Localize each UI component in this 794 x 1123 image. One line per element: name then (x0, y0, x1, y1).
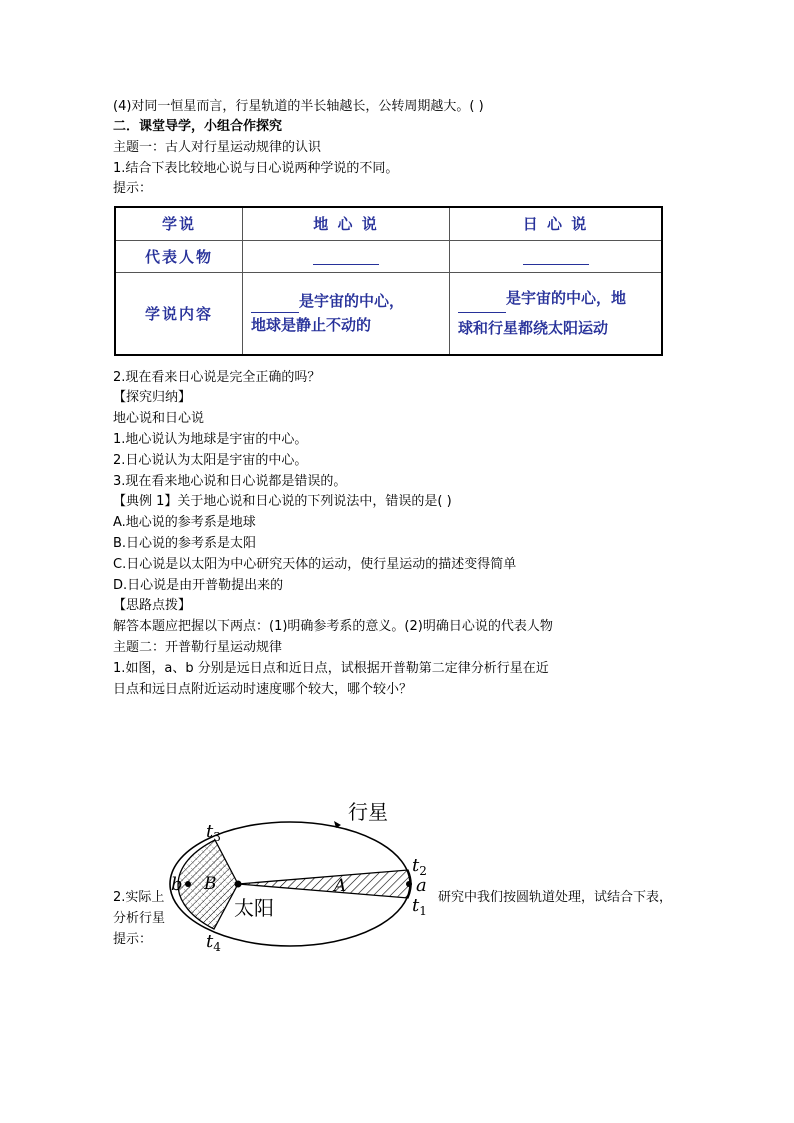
geo-representative-cell (243, 240, 450, 272)
label-area-b: B (204, 874, 217, 894)
table-row (115, 240, 662, 272)
planet-label: 行星 (348, 800, 388, 824)
label-t4: $t_4$ (206, 931, 221, 954)
summary-point: 1.地心说认为地球是宇宙的中心。 (113, 432, 308, 447)
question-2-text: 2.现在看来日心说是完全正确的吗？ (113, 370, 321, 385)
hint-label: 提示： (113, 181, 153, 196)
helio-content-text-a: 是宇宙的中心，地 (506, 289, 627, 308)
hint-heading: 【思路点拨】 (113, 598, 192, 613)
hint-text: 解答本题应把握以下两点：(1)明确参考系的意义。(2)明确日心说的代表人物 (113, 619, 553, 634)
table-header-row (115, 207, 662, 240)
geo-content-text-b: 地球是静止不动的 (251, 316, 372, 335)
topic-two-heading: 主题二：开普勒行星运动规律 (113, 640, 283, 655)
example-question: 【典例 1】关于地心说和日心说的下列说法中，错误的是( ) (113, 494, 452, 509)
question-4-line: (4)对同一恒星而言，行星轨道的半长轴越长，公转周期越大。( ) (113, 99, 484, 114)
row-label-content: 学说内容 (115, 272, 243, 355)
helio-representative-cell (450, 240, 663, 272)
geo-content-text-a: 是宇宙的中心， (299, 292, 405, 311)
summary-heading: 【探究归纳】 (113, 390, 192, 405)
kepler-orbit-diagram (168, 795, 434, 955)
label-area-a: A (334, 876, 347, 896)
hint-label-2: 提示： (113, 932, 153, 947)
comparison-table (114, 206, 663, 356)
helio-content-cell (450, 272, 663, 355)
blank-line (523, 250, 589, 265)
option-d: D.日心说是由开普勒提出来的 (113, 578, 284, 593)
sun-label: 太阳 (234, 896, 274, 920)
table-header-cell: 日 心 说 (450, 207, 663, 240)
geo-content-cell (243, 272, 450, 355)
topic-one-heading: 主题一：古人对行星运动规律的认识 (113, 140, 322, 155)
sun-dot (235, 881, 242, 888)
point-a-dot (406, 881, 412, 887)
question-1-text: 1.结合下表比较地心说与日心说两种学说的不同。 (113, 161, 399, 176)
label-t3: $t_3$ (206, 821, 221, 844)
point-b-dot (185, 881, 191, 887)
summary-point: 2.日心说认为太阳是宇宙的中心。 (113, 453, 308, 468)
summary-title: 地心说和日心说 (113, 411, 205, 426)
row-label-representative: 代表人物 (115, 240, 243, 272)
blank-line (251, 296, 299, 313)
blank-line (313, 250, 379, 265)
table-header-cell: 学说 (115, 207, 243, 240)
label-t2: $t_2$ (412, 855, 427, 878)
topic-two-question-line2: 日点和远日点附近运动时速度哪个较大，哪个较小？ (113, 682, 413, 697)
option-a: A.地心说的参考系是地球 (113, 515, 256, 530)
topic-two-question-line1: 1.如图，a、b 分别是远日点和近日点，试根据开普勒第二定律分析行星在近 (113, 661, 549, 676)
table-header-cell: 地 心 说 (243, 207, 450, 240)
sector-a (238, 870, 411, 898)
question-2b-line2: 分析行星 (113, 911, 166, 926)
question-2b-end: 研究中我们按圆轨道处理，试结合下表， (438, 890, 673, 905)
label-a: a (416, 875, 427, 896)
label-b: b (171, 874, 183, 895)
option-c: C.日心说是以太阳为中心研究天体的运动，使行星运动的描述变得简单 (113, 557, 517, 572)
label-t1: $t_1$ (412, 895, 427, 918)
section-heading: 二．课堂导学，小组合作探究 (113, 119, 283, 134)
helio-content-text-b: 球和行星都绕太阳运动 (458, 319, 609, 338)
option-b: B.日心说的参考系是太阳 (113, 536, 257, 551)
table-row (115, 272, 662, 355)
blank-line (458, 296, 506, 313)
summary-point: 3.现在看来地心说和日心说都是错误的。 (113, 474, 347, 489)
question-2b-start: 2.实际上 (113, 890, 165, 905)
